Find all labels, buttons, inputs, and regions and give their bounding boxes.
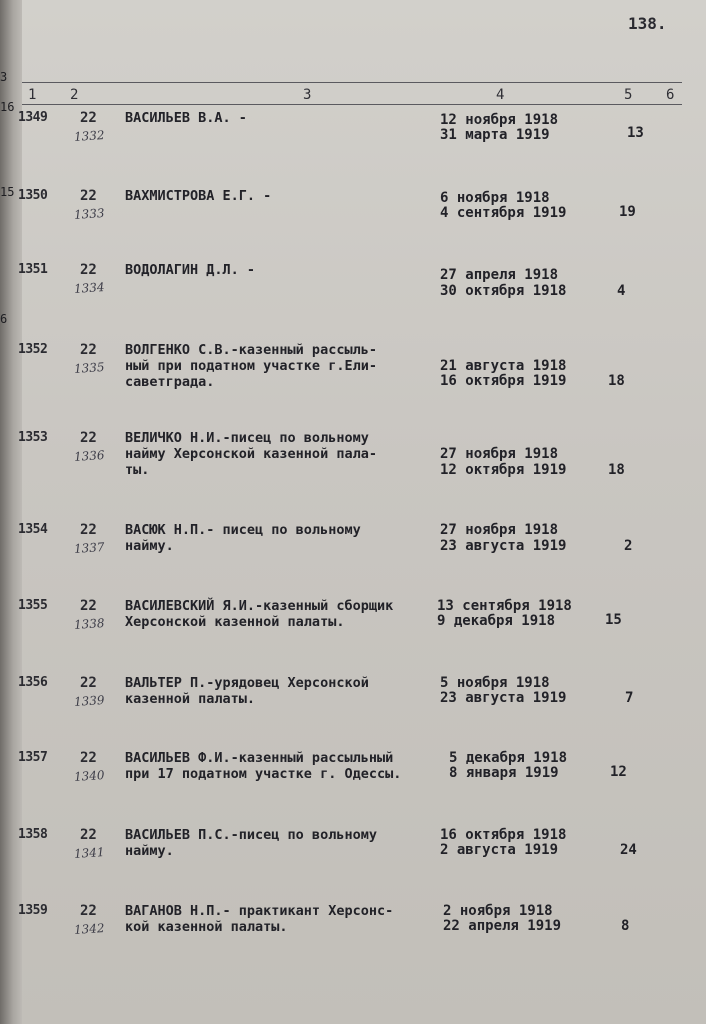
start-date: 12 ноября 1918 [440, 112, 559, 128]
column-number-2: 2 [70, 87, 79, 103]
record-description: ВОЛГЕНКО С.В.-казенный рассыль- ный при податном участке г.Ели- саветграда. [125, 342, 377, 390]
list-item [0, 522, 706, 602]
page-count: 15 [605, 612, 622, 628]
end-date: 23 августа 1919 [440, 538, 567, 554]
fond-number: 22 [80, 675, 97, 691]
binding-mark: 16 [0, 100, 15, 114]
handwritten-number: 1339 [73, 692, 105, 710]
start-date: 27 ноября 1918 [440, 446, 559, 462]
column-number-1: 1 [28, 87, 37, 103]
fond-number: 22 [80, 342, 97, 358]
record-number: 1349 [18, 110, 48, 125]
end-date: 9 декабря 1918 [437, 613, 556, 629]
record-number: 1359 [18, 903, 48, 918]
record-number: 1356 [18, 675, 48, 690]
column-number-6: 6 [666, 87, 675, 103]
record-description: ВОДОЛАГИН Д.Л. - [125, 262, 256, 278]
start-date: 21 августа 1918 [440, 358, 567, 374]
page-count: 18 [608, 462, 625, 478]
record-description: ВЕЛИЧКО Н.И.-писец по вольному найму Херсонской казенной пала- ты. [125, 430, 377, 478]
list-item [0, 750, 706, 830]
start-date: 27 ноября 1918 [440, 522, 559, 538]
end-date: 16 октября 1919 [440, 373, 567, 389]
record-number: 1358 [18, 827, 48, 842]
list-item [0, 827, 706, 907]
record-description: ВАСЮК Н.П.- писец по вольному найму. [125, 522, 361, 554]
fond-number: 22 [80, 262, 97, 278]
end-date: 8 января 1919 [449, 765, 559, 781]
record-description: ВАХМИСТРОВА Е.Г. - [125, 188, 272, 204]
column-number-4: 4 [496, 87, 505, 103]
page-count: 13 [627, 125, 644, 141]
page-count: 8 [621, 918, 630, 934]
fond-number: 22 [80, 750, 97, 766]
record-number: 1350 [18, 188, 48, 203]
binding-mark: 6 [0, 312, 8, 326]
binding-mark: 3 [0, 70, 8, 84]
header-rule-bottom [22, 104, 682, 105]
page-count: 4 [617, 283, 626, 299]
record-number: 1353 [18, 430, 48, 445]
list-item [0, 262, 706, 342]
end-date: 12 октября 1919 [440, 462, 567, 478]
handwritten-number: 1333 [73, 205, 105, 223]
page-count: 18 [608, 373, 625, 389]
page-count: 2 [624, 538, 633, 554]
column-number-5: 5 [624, 87, 633, 103]
handwritten-number: 1332 [73, 127, 105, 145]
list-item [0, 342, 706, 422]
start-date: 27 апреля 1918 [440, 267, 559, 283]
record-description: ВАГАНОВ Н.П.- практикант Херсонс- кой казенной палаты. [125, 903, 394, 935]
page-count: 19 [619, 204, 636, 220]
fond-number: 22 [80, 827, 97, 843]
page-number: 138. [628, 14, 667, 33]
fond-number: 22 [80, 598, 97, 614]
end-date: 22 апреля 1919 [443, 918, 562, 934]
list-item [0, 188, 706, 268]
list-item [0, 110, 706, 190]
column-number-3: 3 [303, 87, 312, 103]
fond-number: 22 [80, 903, 97, 919]
binding-mark: 15 [0, 185, 15, 199]
list-item [0, 903, 706, 983]
handwritten-number: 1341 [73, 844, 105, 862]
start-date: 2 ноября 1918 [443, 903, 553, 919]
record-description: ВАСИЛЬЕВ Ф.И.-казенный рассыльный при 17 податном участке г. Одессы. [125, 750, 402, 782]
list-item [0, 430, 706, 510]
record-number: 1355 [18, 598, 48, 613]
record-description: ВАСИЛЬЕВ П.С.-писец по вольному найму. [125, 827, 377, 859]
record-description: ВАСИЛЬЕВ В.А. - [125, 110, 247, 126]
record-description: ВАСИЛЕВСКИЙ Я.И.-казенный сборщик Херсонской казенной палаты. [125, 598, 394, 630]
fond-number: 22 [80, 188, 97, 204]
handwritten-number: 1340 [73, 767, 105, 785]
end-date: 2 августа 1919 [440, 842, 559, 858]
record-number: 1352 [18, 342, 48, 357]
handwritten-number: 1336 [73, 447, 105, 465]
start-date: 5 ноября 1918 [440, 675, 550, 691]
page-count: 12 [610, 764, 627, 780]
handwritten-number: 1338 [73, 615, 105, 633]
record-number: 1357 [18, 750, 48, 765]
handwritten-number: 1337 [73, 539, 105, 557]
start-date: 5 декабря 1918 [449, 750, 568, 766]
fond-number: 22 [80, 110, 97, 126]
page-count: 24 [620, 842, 637, 858]
end-date: 23 августа 1919 [440, 690, 567, 706]
list-item [0, 598, 706, 678]
end-date: 31 марта 1919 [440, 127, 550, 143]
start-date: 16 октября 1918 [440, 827, 567, 843]
handwritten-number: 1342 [73, 920, 105, 938]
end-date: 30 октября 1918 [440, 283, 567, 299]
handwritten-number: 1335 [73, 359, 105, 377]
record-description: ВАЛЬТЕР П.-урядовец Херсонской казенной палаты. [125, 675, 369, 707]
end-date: 4 сентября 1919 [440, 205, 567, 221]
start-date: 6 ноября 1918 [440, 190, 550, 206]
header-rule [22, 82, 682, 83]
start-date: 13 сентября 1918 [437, 598, 572, 614]
fond-number: 22 [80, 430, 97, 446]
record-number: 1351 [18, 262, 48, 277]
record-number: 1354 [18, 522, 48, 537]
handwritten-number: 1334 [73, 279, 105, 297]
fond-number: 22 [80, 522, 97, 538]
list-item [0, 675, 706, 755]
page-count: 7 [625, 690, 634, 706]
